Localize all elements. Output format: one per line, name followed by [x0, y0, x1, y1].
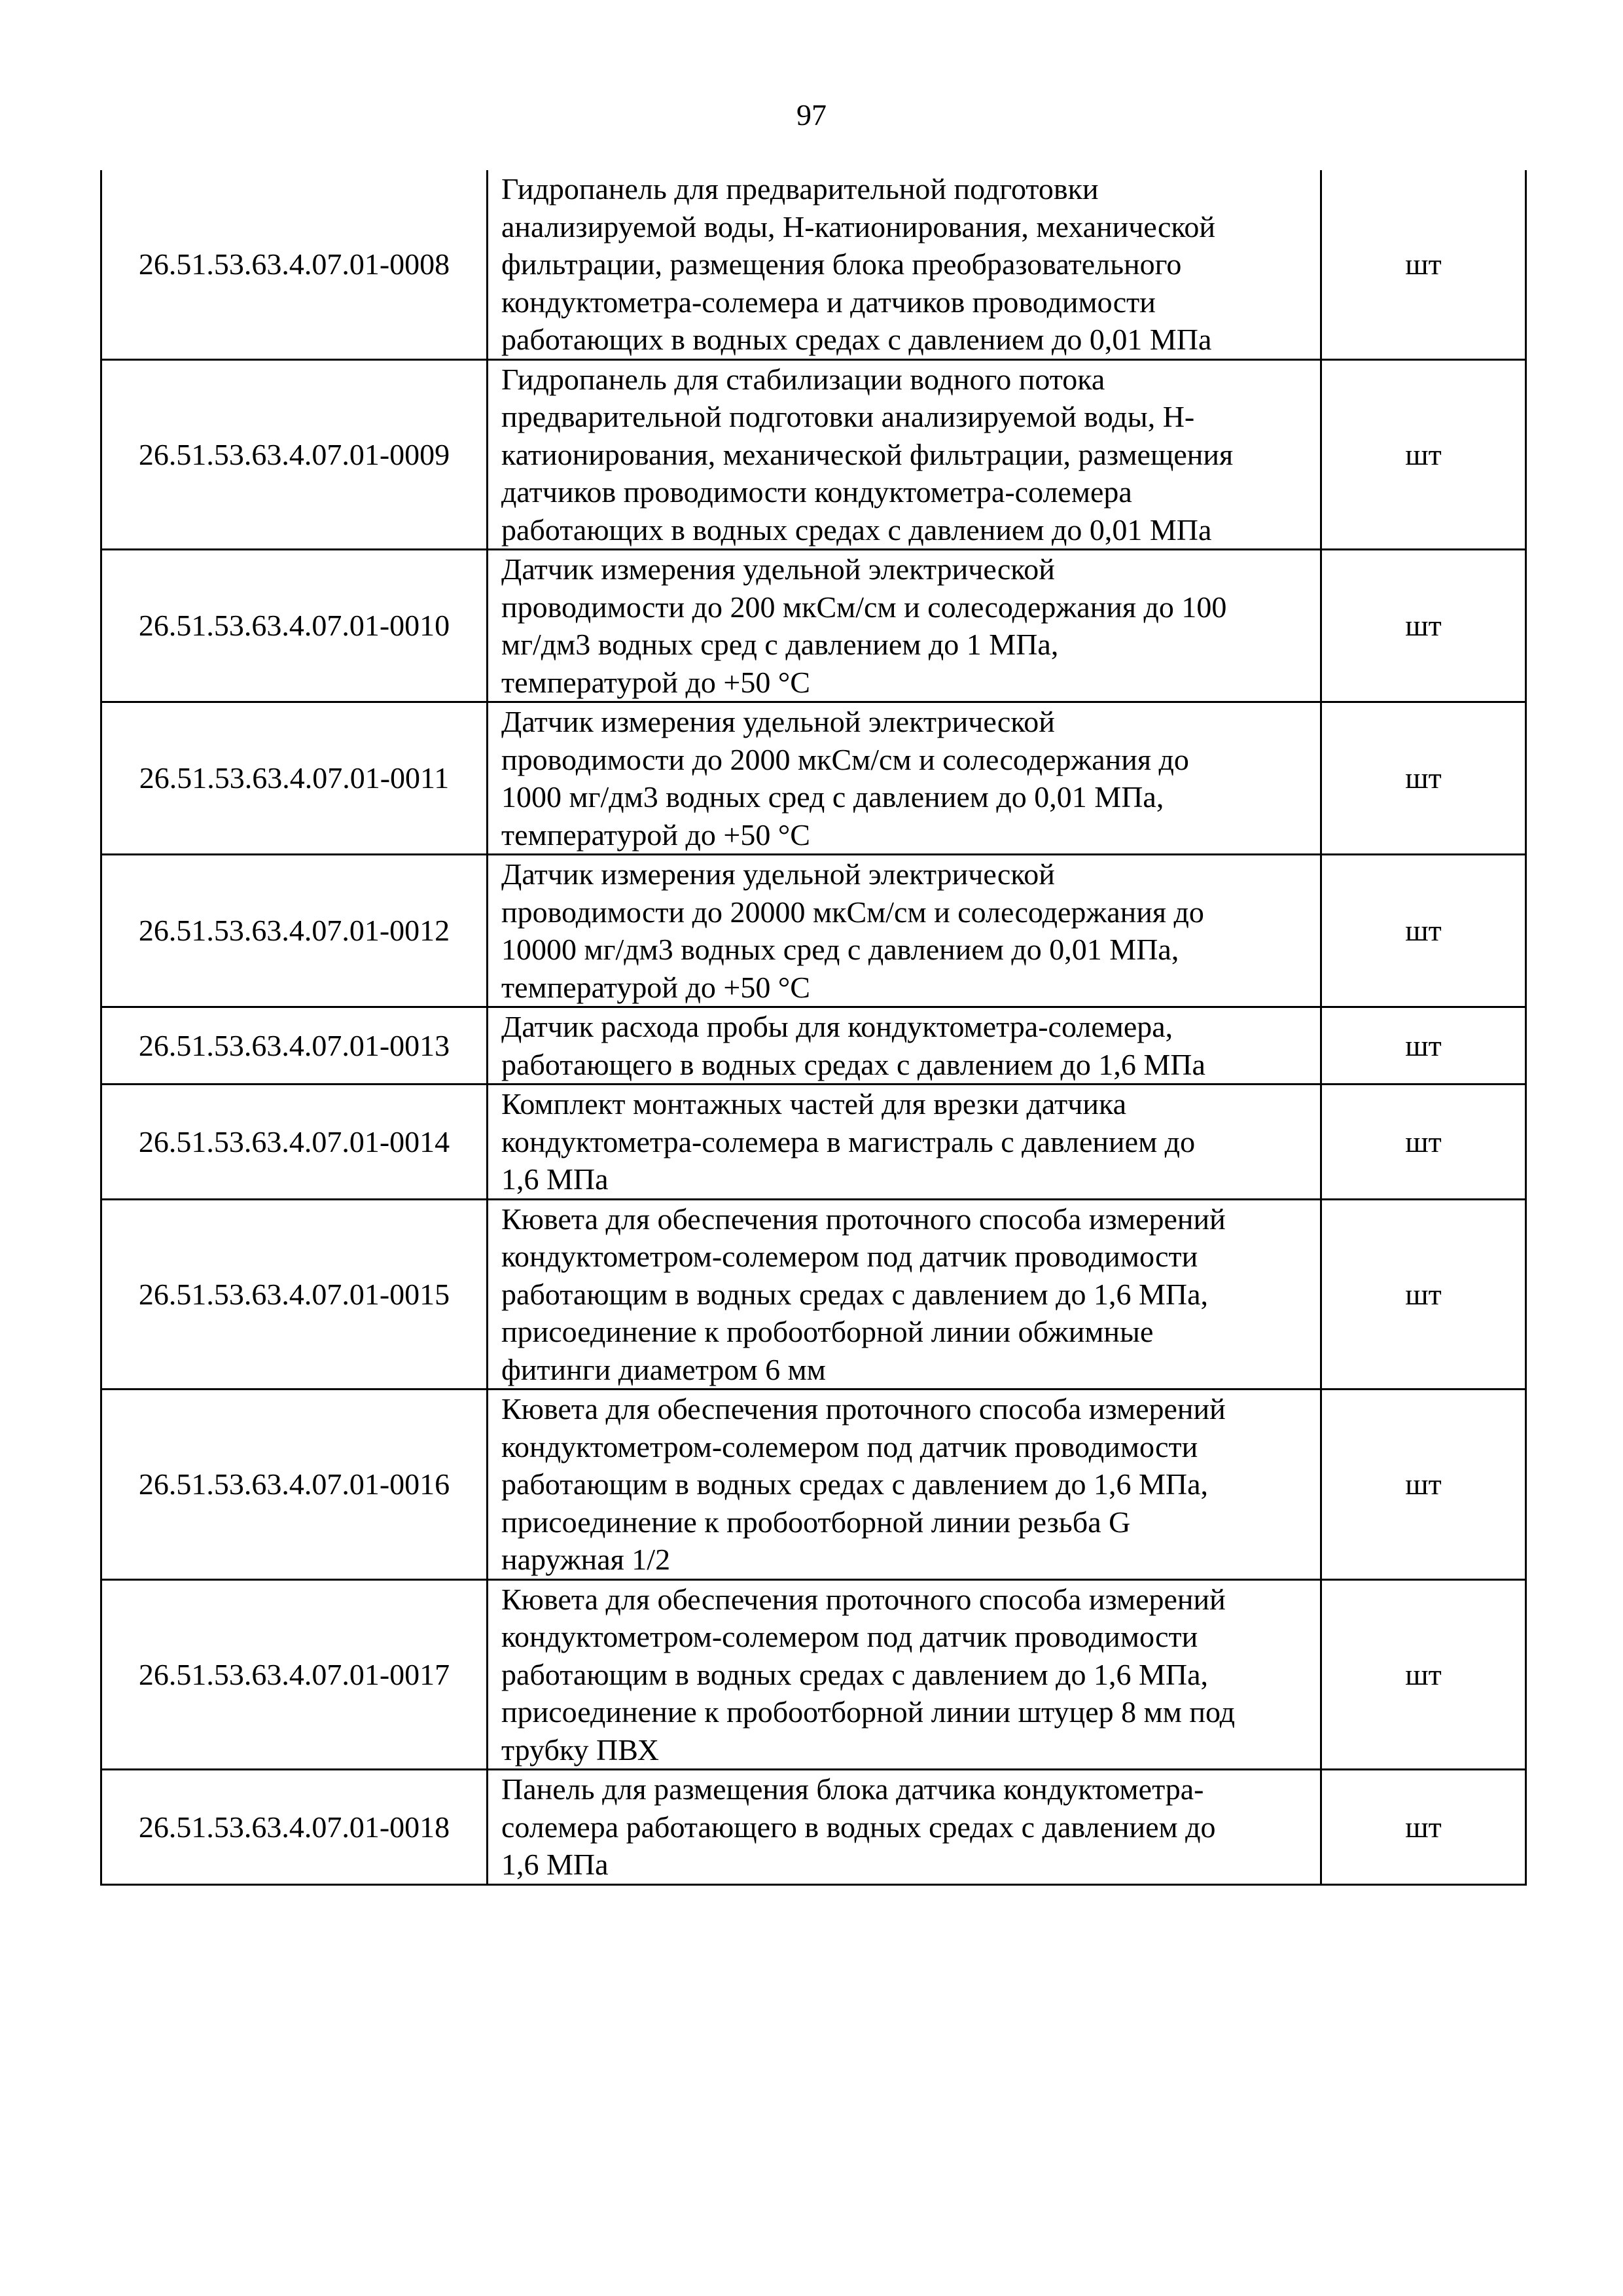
table-row: [101, 1390, 1526, 1580]
description-line: температурой до +50 °С: [501, 665, 810, 699]
description-line: Гидропанель для предварительной подготовки: [501, 172, 1099, 206]
description-line: катионирования, механической фильтрации, размещения: [501, 437, 1234, 471]
resource-table: [100, 170, 1527, 1886]
unit-of-measure: шт: [1321, 170, 1526, 359]
description-line: проводимости до 2000 мкСм/см и солесодержания до: [501, 742, 1189, 776]
description-line: температурой до +50 °С: [501, 970, 810, 1004]
description-line: фильтрации, размещения блока преобразовательного: [501, 247, 1182, 281]
unit-of-measure: шт: [1321, 359, 1526, 550]
description-line: 1,6 МПа: [501, 1848, 609, 1881]
description-line: Датчик измерения удельной электрической: [501, 705, 1055, 738]
description-line: 1000 мг/дм3 водных сред с давлением до 0,01 МПа,: [501, 780, 1164, 814]
resource-description: [488, 1199, 1321, 1390]
resource-code: 26.51.53.63.4.07.01-0011: [101, 702, 488, 855]
description-line: фитинги диаметром 6 мм: [501, 1352, 826, 1386]
description-line: солемера работающего в водных средах с давлением до: [501, 1810, 1216, 1844]
resource-code: 26.51.53.63.4.07.01-0017: [101, 1579, 488, 1770]
description-line: кондуктометром-солемером под датчик проводимости: [501, 1429, 1198, 1463]
description-line: 10000 мг/дм3 водных сред с давлением до 0,01 МПа,: [501, 933, 1179, 966]
resource-description: [488, 855, 1321, 1007]
resource-code: 26.51.53.63.4.07.01-0015: [101, 1199, 488, 1390]
resource-code: 26.51.53.63.4.07.01-0010: [101, 550, 488, 702]
resource-description: [488, 702, 1321, 855]
description-line: работающих в водных средах с давлением до 0,01 МПа: [501, 512, 1212, 547]
description-line: Гидропанель для стабилизации водного потока: [501, 362, 1105, 396]
page-number: 97: [796, 98, 827, 132]
description-line: анализируемой воды, Н-катионирования, механической: [501, 209, 1216, 243]
description-line: мг/дм3 водных сред с давлением до 1 МПа,: [501, 628, 1059, 661]
unit-of-measure: шт: [1321, 702, 1526, 855]
table-row: [101, 1199, 1526, 1390]
resource-code: 26.51.53.63.4.07.01-0014: [101, 1085, 488, 1200]
table-row: [101, 359, 1526, 550]
unit-of-measure: шт: [1321, 855, 1526, 1007]
unit-of-measure: шт: [1321, 550, 1526, 702]
description-line: работающих в водных средах с давлением до 0,01 МПа: [501, 323, 1212, 356]
description-line: проводимости до 200 мкСм/см и солесодержания до 100: [501, 590, 1227, 624]
resource-description: [488, 170, 1321, 359]
table-row: [101, 1085, 1526, 1200]
description-line: Кювета для обеспечения проточного способа измерений: [501, 1582, 1226, 1616]
resource-description: [488, 1770, 1321, 1885]
resource-code: 26.51.53.63.4.07.01-0008: [101, 170, 488, 359]
description-line: Кювета для обеспечения проточного способа измерений: [501, 1392, 1226, 1426]
description-line: наружная 1/2: [501, 1543, 671, 1576]
resource-code: 26.51.53.63.4.07.01-0012: [101, 855, 488, 1007]
description-line: Датчик измерения удельной электрической: [501, 857, 1055, 891]
description-line: работающим в водных средах с давлением до 1,6 МПа,: [501, 1657, 1209, 1691]
table-row: [101, 702, 1526, 855]
table-row: [101, 855, 1526, 1007]
resource-description: [488, 1085, 1321, 1200]
unit-of-measure: шт: [1321, 1085, 1526, 1200]
resource-description: [488, 1390, 1321, 1580]
description-line: трубку ПВХ: [501, 1732, 660, 1767]
resource-description: [488, 359, 1321, 550]
resource-description: [488, 550, 1321, 702]
table-row: [101, 550, 1526, 702]
description-line: присоединение к пробоотборной линии штуцер 8 мм под: [501, 1695, 1236, 1729]
description-line: Датчик расхода пробы для кондуктометра-солемера,: [501, 1010, 1173, 1043]
resource-table-body: [101, 170, 1526, 1884]
description-line: проводимости до 20000 мкСм/см и солесодержания до: [501, 895, 1204, 929]
table-row: [101, 170, 1526, 359]
description-line: работающим в водных средах с давлением до 1,6 МПа,: [501, 1277, 1209, 1311]
resource-code: 26.51.53.63.4.07.01-0013: [101, 1007, 488, 1085]
description-line: кондуктометром-солемером под датчик проводимости: [501, 1620, 1198, 1653]
description-line: температурой до +50 °С: [501, 817, 810, 852]
description-line: Датчик измерения удельной электрической: [501, 552, 1055, 586]
description-line: работающего в водных средах с давлением до 1,6 МПа: [501, 1047, 1205, 1081]
description-line: предварительной подготовки анализируемой воды, Н-: [501, 400, 1195, 433]
description-line: датчиков проводимости кондуктометра-солемера: [501, 475, 1132, 509]
resource-code: 26.51.53.63.4.07.01-0016: [101, 1390, 488, 1580]
unit-of-measure: шт: [1321, 1770, 1526, 1885]
resource-code: 26.51.53.63.4.07.01-0018: [101, 1770, 488, 1885]
unit-of-measure: шт: [1321, 1007, 1526, 1085]
description-line: Кювета для обеспечения проточного способа измерений: [501, 1202, 1226, 1236]
resource-description: [488, 1007, 1321, 1085]
table-row: [101, 1770, 1526, 1885]
description-line: кондуктометром-солемером под датчик проводимости: [501, 1240, 1198, 1273]
unit-of-measure: шт: [1321, 1390, 1526, 1580]
resource-code: 26.51.53.63.4.07.01-0009: [101, 359, 488, 550]
resource-description: [488, 1579, 1321, 1770]
description-line: работающим в водных средах с давлением до 1,6 МПа,: [501, 1467, 1209, 1501]
description-line: 1,6 МПа: [501, 1162, 609, 1196]
description-line: присоединение к пробоотборной линии резьба G: [501, 1505, 1131, 1539]
unit-of-measure: шт: [1321, 1579, 1526, 1770]
description-line: присоединение к пробоотборной линии обжимные: [501, 1315, 1154, 1348]
description-line: кондуктометра-солемера в магистраль с давлением до: [501, 1124, 1196, 1158]
table-row: [101, 1007, 1526, 1085]
description-line: Комплект монтажных частей для врезки датчика: [501, 1087, 1127, 1121]
description-line: кондуктометра-солемера и датчиков проводимости: [501, 285, 1156, 319]
table-row: [101, 1579, 1526, 1770]
description-line: Панель для размещения блока датчика кондуктометра-: [501, 1772, 1204, 1806]
unit-of-measure: шт: [1321, 1199, 1526, 1390]
